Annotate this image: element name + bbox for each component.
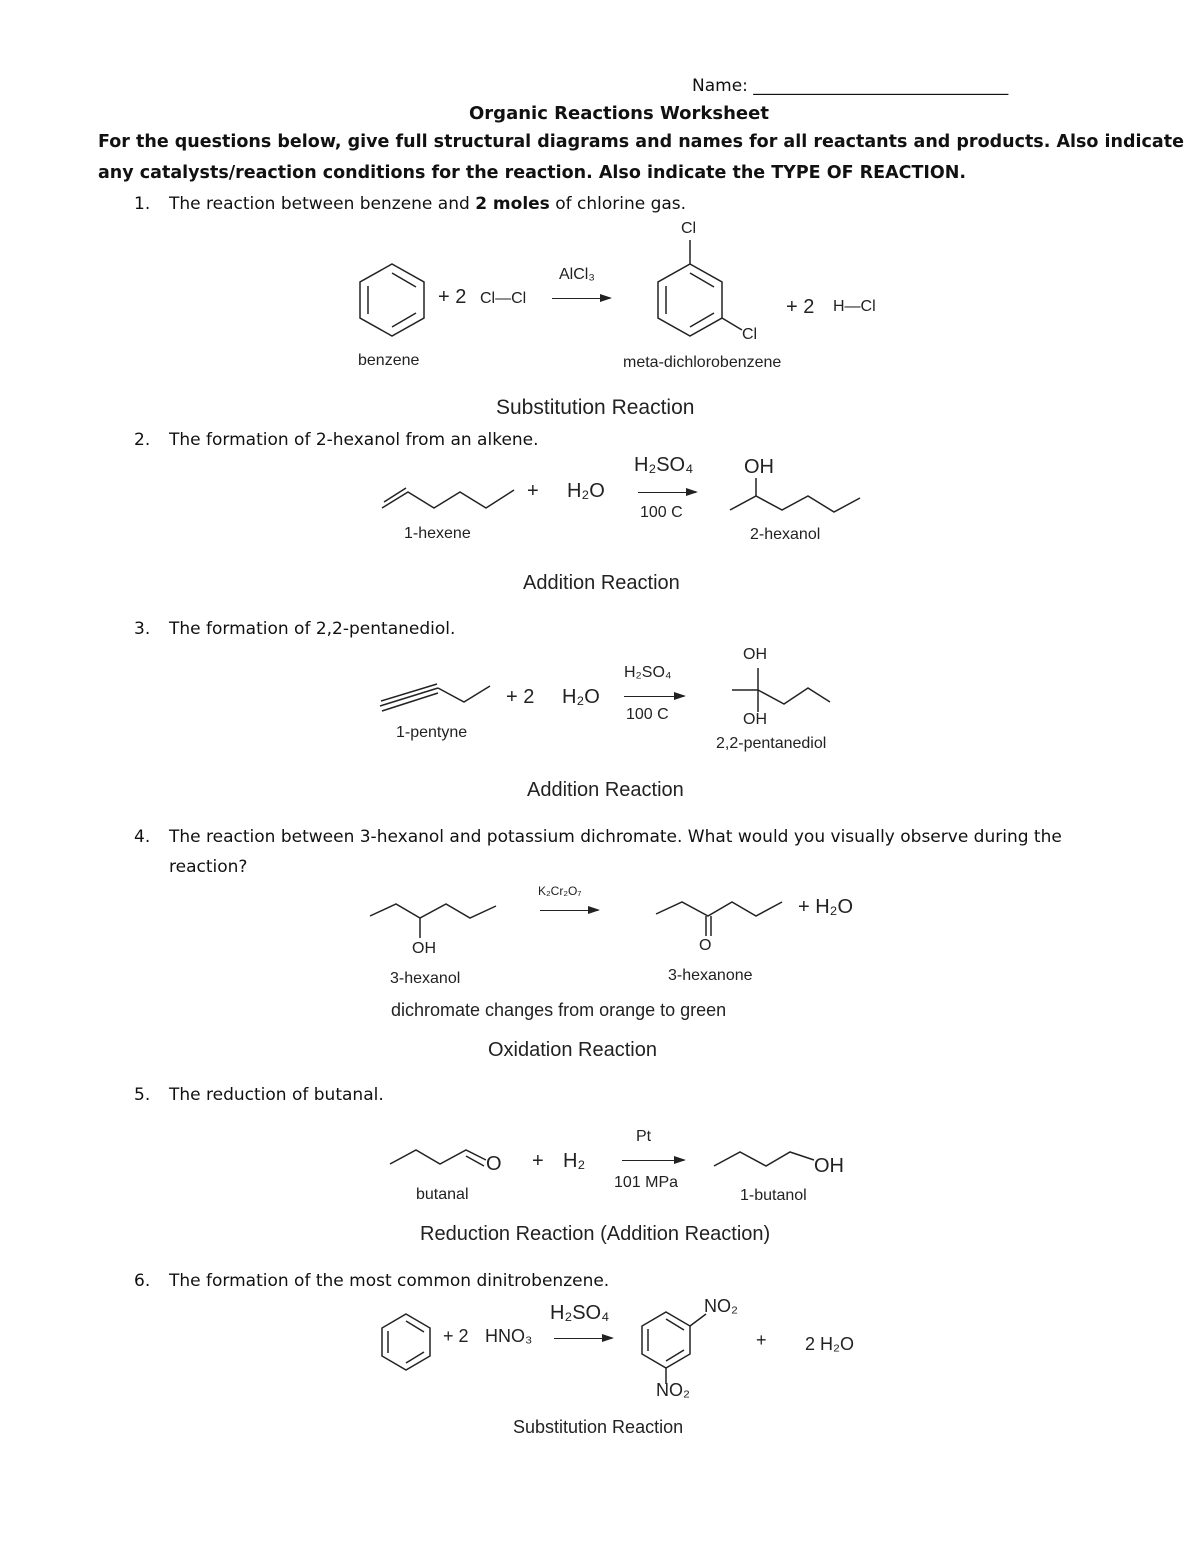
- q2-hydroxyl-group: OH: [744, 456, 774, 478]
- q6-plus-coefficient: + 2: [443, 1326, 469, 1346]
- question-3-text: The formation of 2,2-pentanediol.: [169, 619, 456, 639]
- name-field-label: Name: ______________________________: [692, 76, 1009, 96]
- q4-reagent: K₂Cr₂O₇: [538, 884, 582, 898]
- q4-reactant-name: 3-hexanol: [390, 970, 461, 987]
- q1-catalyst: AlCl₃: [559, 266, 595, 283]
- q4-hydroxyl-group: OH: [412, 940, 436, 957]
- q4-product-name: 3-hexanone: [668, 967, 753, 984]
- q1-product-substituent-top: Cl: [681, 220, 697, 237]
- q6-byproduct-plus: +: [756, 1330, 767, 1350]
- question-6-number: 6.: [134, 1271, 151, 1291]
- q2-condition: 100 C: [640, 504, 683, 521]
- q4-reaction-type: Oxidation Reaction: [488, 1039, 657, 1061]
- q5-carbonyl-oxygen: O: [486, 1153, 502, 1175]
- hydrogen-chloride: H—Cl: [833, 298, 876, 315]
- question-4-text-line-1: The reaction between 3-hexanol and potassium dichromate. What would you visually observe during the: [169, 827, 1062, 847]
- q5-product-name: 1-butanol: [740, 1187, 807, 1204]
- q3-reactant-name: 1-pentyne: [396, 724, 468, 741]
- question-1-text-c: of chlorine gas.: [549, 194, 687, 214]
- q3-product-name: 2,2-pentanediol: [716, 735, 827, 752]
- question-1-text-a: The reaction between benzene and: [169, 194, 476, 214]
- q5-condition: 101 MPa: [614, 1174, 679, 1191]
- q3-plus-coefficient: + 2: [506, 686, 535, 708]
- q1-product-substituent-bottom: Cl: [742, 326, 758, 343]
- q2-water: H₂O: [567, 480, 605, 502]
- q3-hydroxyl-top: OH: [743, 646, 767, 663]
- q3-catalyst: H₂SO₄: [624, 664, 672, 681]
- q5-catalyst: Pt: [636, 1128, 652, 1145]
- question-2-number: 2.: [134, 430, 151, 450]
- q6-reaction-arrow: [554, 1338, 612, 1339]
- q3-hydroxyl-bottom: OH: [743, 711, 767, 728]
- q3-reaction-type: Addition Reaction: [527, 779, 684, 801]
- q4-carbonyl-oxygen: O: [699, 937, 712, 954]
- q3-water: H₂O: [562, 686, 600, 708]
- instructions-line-2: any catalysts/reaction conditions for the reaction. Also indicate the TYPE OF REACTION.: [98, 163, 967, 183]
- q6-water: 2 H₂O: [805, 1334, 854, 1354]
- question-2-text: The formation of 2-hexanol from an alkene.: [169, 430, 539, 450]
- q1-byproduct-plus: + 2: [786, 296, 815, 318]
- question-1-number: 1.: [134, 194, 151, 214]
- q2-plus: +: [527, 480, 539, 502]
- q5-reactant-name: butanal: [416, 1186, 469, 1203]
- question-4-number: 4.: [134, 827, 151, 847]
- worksheet-title: Organic Reactions Worksheet: [469, 103, 769, 124]
- instructions-line-1: For the questions below, give full structural diagrams and names for all reactants and products. Also indicate: [98, 132, 1184, 152]
- question-5-text: The reduction of butanal.: [169, 1085, 384, 1105]
- q6-nitro-group-bottom: NO₂: [656, 1380, 690, 1400]
- q6-nitro-group-top: NO₂: [704, 1296, 738, 1316]
- q2-catalyst: H₂SO₄: [634, 454, 694, 476]
- q3-condition: 100 C: [626, 706, 669, 723]
- nitric-acid: HNO₃: [485, 1326, 533, 1346]
- q1-reactant-name: benzene: [358, 352, 420, 369]
- benzene-ring-q6: [382, 1314, 430, 1370]
- q2-reactant-name: 1-hexene: [404, 525, 471, 542]
- q4-byproduct: + H₂O: [798, 896, 853, 918]
- question-3-number: 3.: [134, 619, 151, 639]
- q6-catalyst: H₂SO₄: [550, 1302, 610, 1324]
- q6-reaction-type: Substitution Reaction: [513, 1417, 684, 1437]
- q5-plus: +: [532, 1150, 544, 1172]
- question-4-text-line-2: reaction?: [169, 857, 248, 877]
- question-5-number: 5.: [134, 1085, 151, 1105]
- q1-reaction-type: Substitution Reaction: [496, 396, 695, 419]
- q5-hydroxyl-group: OH: [814, 1155, 844, 1177]
- q2-product-name: 2-hexanol: [750, 526, 821, 543]
- q5-reaction-type: Reduction Reaction (Addition Reaction): [420, 1223, 771, 1245]
- meta-dinitrobenzene-ring: [642, 1312, 706, 1384]
- q1-plus-coefficient: + 2: [438, 286, 467, 308]
- q5-hydrogen: H₂: [563, 1150, 586, 1172]
- q1-product-name: meta-dichlorobenzene: [623, 354, 782, 371]
- question-6-text: The formation of the most common dinitrobenzene.: [169, 1271, 610, 1291]
- chlorine-molecule: Cl—Cl: [480, 290, 527, 307]
- q4-observation: dichromate changes from orange to green: [391, 1000, 727, 1020]
- q2-reaction-type: Addition Reaction: [523, 572, 680, 594]
- question-1-text-bold: 2 moles: [475, 194, 550, 214]
